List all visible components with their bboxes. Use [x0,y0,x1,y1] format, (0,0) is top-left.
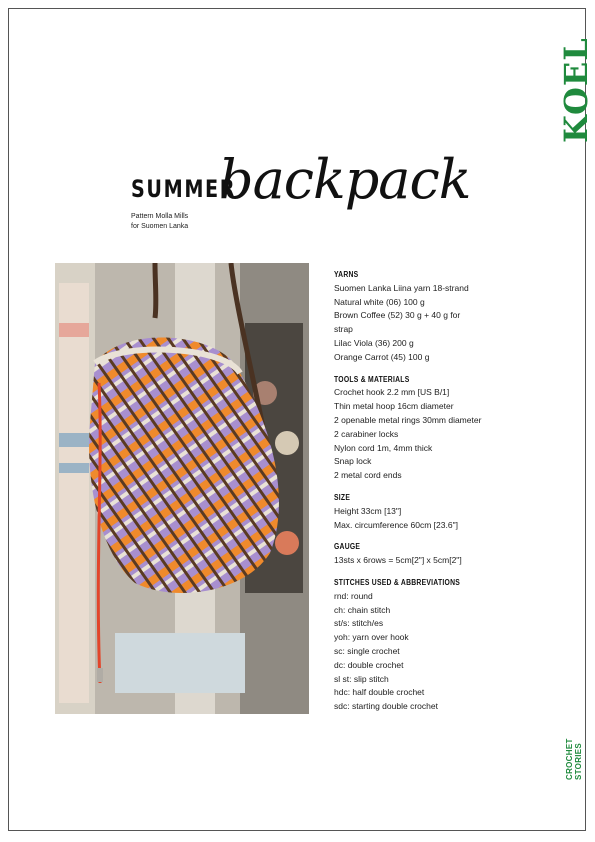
yarns-line: Lilac Viola (36) 200 g [334,337,414,348]
title-summer: SUMMER [131,175,237,203]
yarns-section [334,268,534,365]
gauge-heading: GAUGE [334,542,361,552]
stitch-abbreviation: sl st: slip stitch [334,673,389,684]
section-tag-label: CROCHET STORIES [565,738,583,780]
yarns-line: Orange Carrot (45) 100 g [334,351,430,362]
gauge-line: 13sts x 6rows = 5cm[2"] x 5cm[2"] [334,555,462,566]
backpack-photo [55,263,309,714]
stitch-abbreviation: sc: single crochet [334,645,400,656]
byline-line-2: for Suomen Lanka [131,223,189,230]
tools-line: 2 openable metal rings 30mm diameter [334,414,482,425]
backpack-photo-illustration [55,263,309,714]
yarns-line: Brown Coffee (52) 30 g + 40 g for [334,310,461,321]
yarns-line: strap [334,324,353,335]
tools-line: Nylon cord 1m, 4mm thick [334,442,433,453]
tools-section [334,373,534,483]
size-line: Height 33cm [13"] [334,505,402,516]
stitch-abbreviation: rnd: round [334,590,373,601]
stitch-abbreviation: dc: double crochet [334,659,404,670]
stitch-abbreviation: ch: chain stitch [334,604,391,615]
gauge-section [334,540,534,568]
page-title [131,148,471,218]
tools-line: Crochet hook 2.2 mm [US B/1] [334,387,450,398]
yarns-line: Suomen Lanka Liina yarn 18-strand [334,282,469,293]
byline [131,212,188,232]
stitch-abbreviation: st/s: stitch/es [334,618,384,629]
size-heading: SIZE [334,492,351,502]
tools-line: Snap lock [334,456,372,467]
tools-line: 2 carabiner locks [334,428,399,439]
size-line: Max. circumference 60cm [23.6"] [334,519,458,530]
section-tag [565,700,583,780]
tools-heading: TOOLS & MATERIALS [334,374,410,384]
stitch-abbreviation: sdc: starting double crochet [334,701,438,712]
title-backpack: backpack [219,148,471,211]
stitches-heading: STITCHES USED & ABBREVIATIONS [334,577,461,587]
stitches-section [334,576,534,714]
yarns-line: Natural white (06) 100 g [334,296,425,307]
stitch-abbreviation: yoh: yarn over hook [334,632,409,643]
tools-line: 2 metal cord ends [334,470,402,481]
size-section [334,491,534,532]
tools-line: Thin metal hoop 16cm diameter [334,401,454,412]
byline-line-1: Pattern Molla Mills [131,213,189,220]
yarns-heading: YARNS [334,270,359,279]
stitch-abbreviation: hdc: half double crochet [334,687,425,698]
pattern-specs [334,268,534,722]
brand-logo: KOEL [557,37,595,143]
